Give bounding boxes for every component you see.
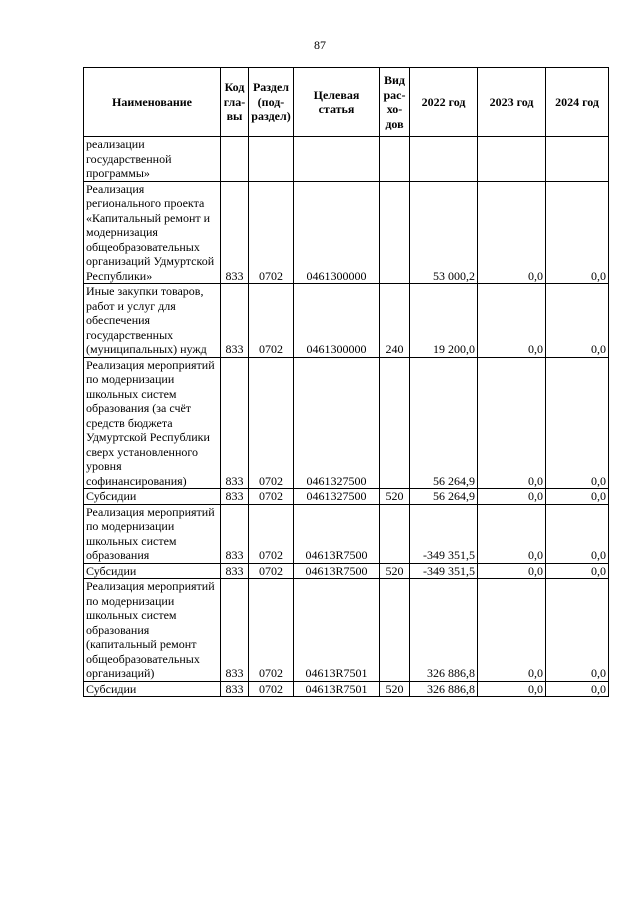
cell-code: 833 <box>221 357 249 489</box>
cell-2024: 0,0 <box>546 563 609 579</box>
cell-2023: 0,0 <box>478 489 546 505</box>
cell-name: Субсидии <box>84 681 221 697</box>
cell-2024: 0,0 <box>546 504 609 563</box>
cell-name: Реализация мероприятий по модернизации школьных систем образования <box>84 504 221 563</box>
cell-name: Реализация мероприятий по модернизации школьных систем образования (капитальный ремонт общеобразовательных организаций) <box>84 579 221 682</box>
cell-article <box>294 137 380 182</box>
cell-2022: 19 200,0 <box>410 284 478 358</box>
cell-expense <box>380 579 410 682</box>
cell-2024 <box>546 137 609 182</box>
cell-code: 833 <box>221 181 249 284</box>
table-row <box>84 579 609 682</box>
header-2024: 2024 год <box>546 68 609 137</box>
cell-2023: 0,0 <box>478 284 546 358</box>
cell-code <box>221 137 249 182</box>
cell-2023: 0,0 <box>478 357 546 489</box>
cell-2022: 56 264,9 <box>410 357 478 489</box>
cell-article: 04613R7501 <box>294 579 380 682</box>
page-number: 87 <box>314 38 326 52</box>
cell-expense: 240 <box>380 284 410 358</box>
cell-code: 833 <box>221 579 249 682</box>
cell-article: 0461327500 <box>294 357 380 489</box>
cell-2023: 0,0 <box>478 579 546 682</box>
cell-2023: 0,0 <box>478 681 546 697</box>
cell-section: 0702 <box>249 181 294 284</box>
cell-code: 833 <box>221 284 249 358</box>
cell-expense <box>380 137 410 182</box>
header-row <box>84 68 609 137</box>
cell-name: реализации государственной программы» <box>84 137 221 182</box>
header-2023: 2023 год <box>478 68 546 137</box>
budget-table <box>83 67 609 697</box>
header-2022: 2022 год <box>410 68 478 137</box>
cell-expense: 520 <box>380 681 410 697</box>
table-row <box>84 681 609 697</box>
cell-section <box>249 137 294 182</box>
cell-2022: 326 886,8 <box>410 681 478 697</box>
table-row <box>84 357 609 489</box>
cell-2024: 0,0 <box>546 579 609 682</box>
cell-2024: 0,0 <box>546 489 609 505</box>
cell-2023: 0,0 <box>478 181 546 284</box>
cell-2024: 0,0 <box>546 284 609 358</box>
cell-2023 <box>478 137 546 182</box>
cell-article: 04613R7500 <box>294 563 380 579</box>
cell-article: 0461300000 <box>294 181 380 284</box>
cell-article: 0461327500 <box>294 489 380 505</box>
cell-section: 0702 <box>249 681 294 697</box>
cell-article: 04613R7500 <box>294 504 380 563</box>
cell-2022: -349 351,5 <box>410 563 478 579</box>
cell-2022: 53 000,2 <box>410 181 478 284</box>
table-row <box>84 504 609 563</box>
header-name: Наименование <box>84 68 221 137</box>
cell-code: 833 <box>221 489 249 505</box>
cell-name: Субсидии <box>84 563 221 579</box>
cell-article: 0461300000 <box>294 284 380 358</box>
cell-section: 0702 <box>249 357 294 489</box>
cell-2022: 56 264,9 <box>410 489 478 505</box>
table-row <box>84 489 609 505</box>
cell-expense <box>380 181 410 284</box>
cell-2022: 326 886,8 <box>410 579 478 682</box>
table-row <box>84 137 609 182</box>
table-row <box>84 563 609 579</box>
cell-section: 0702 <box>249 489 294 505</box>
cell-name: Реализация мероприятий по модернизации школьных систем образования (за счёт средств бюджета Удмуртской Республики сверх установленного уровня софинансирования) <box>84 357 221 489</box>
header-section: Раздел (под-раздел) <box>249 68 294 137</box>
cell-name: Иные закупки товаров, работ и услуг для обеспечения государственных (муниципальных) нужд <box>84 284 221 358</box>
cell-2023: 0,0 <box>478 563 546 579</box>
cell-code: 833 <box>221 563 249 579</box>
table-row <box>84 284 609 358</box>
cell-code: 833 <box>221 681 249 697</box>
cell-2022: -349 351,5 <box>410 504 478 563</box>
cell-2024: 0,0 <box>546 681 609 697</box>
header-code: Код гла-вы <box>221 68 249 137</box>
cell-2024: 0,0 <box>546 181 609 284</box>
cell-expense: 520 <box>380 563 410 579</box>
header-article: Целевая статья <box>294 68 380 137</box>
cell-section: 0702 <box>249 284 294 358</box>
cell-expense <box>380 357 410 489</box>
cell-article: 04613R7501 <box>294 681 380 697</box>
cell-section: 0702 <box>249 563 294 579</box>
cell-section: 0702 <box>249 579 294 682</box>
cell-name: Реализация регионального проекта «Капитальный ремонт и модернизация общеобразовательных организаций Удмуртской Республики» <box>84 181 221 284</box>
header-expense: Вид рас-хо-дов <box>380 68 410 137</box>
cell-2022 <box>410 137 478 182</box>
cell-name: Субсидии <box>84 489 221 505</box>
cell-expense: 520 <box>380 489 410 505</box>
cell-code: 833 <box>221 504 249 563</box>
table-row <box>84 181 609 284</box>
cell-2023: 0,0 <box>478 504 546 563</box>
cell-2024: 0,0 <box>546 357 609 489</box>
cell-section: 0702 <box>249 504 294 563</box>
cell-expense <box>380 504 410 563</box>
